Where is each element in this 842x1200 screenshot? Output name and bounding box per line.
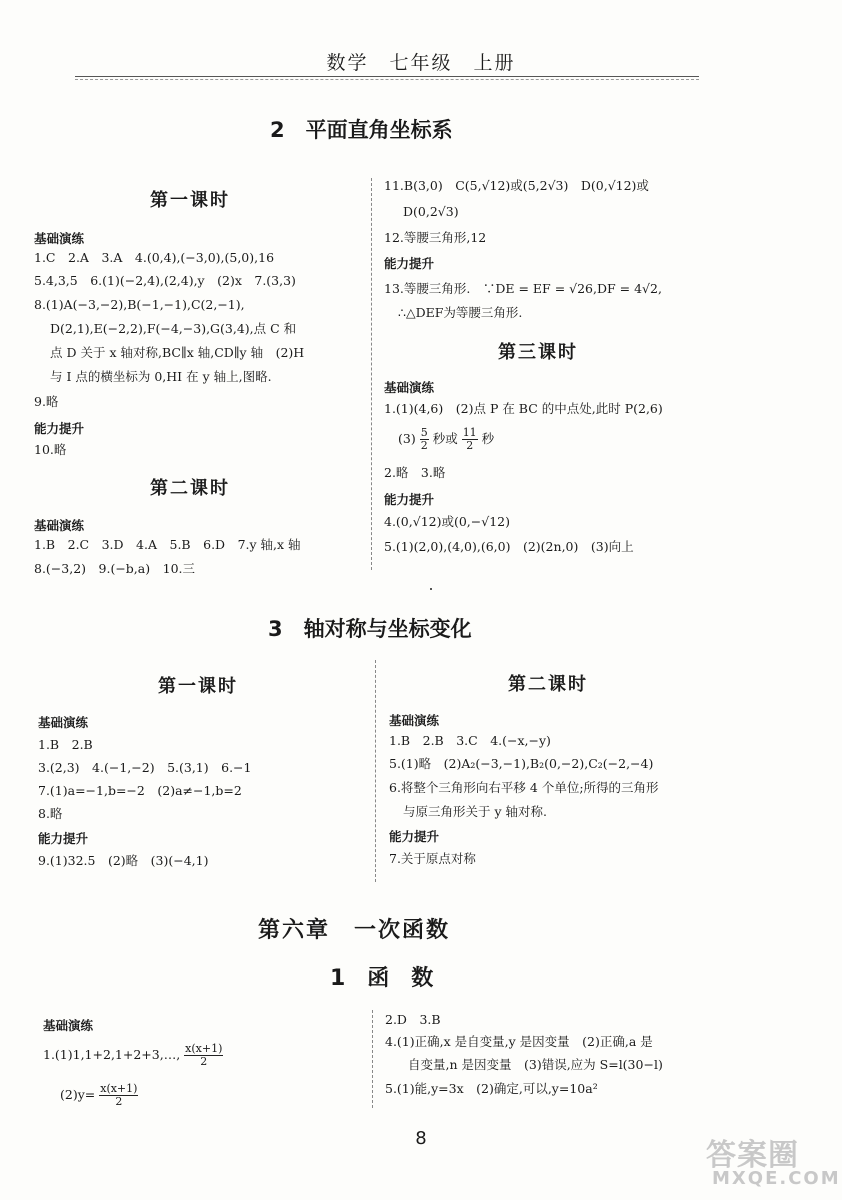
numerator: 11 [462, 426, 477, 439]
answer-line-fractions [398, 424, 494, 454]
fraction [462, 427, 478, 452]
dot-mark [430, 588, 432, 590]
answer-line: 3.(2,3) 4.(−1,−2) 5.(3,1) 6.−1 [38, 760, 252, 775]
section-title-coordinate-system: 2 平面直角坐标系 [270, 118, 453, 142]
answer-line: 5.(1)略 (2)A₂(−3,−1),B₂(0,−2),C₂(−2,−4) [389, 756, 654, 771]
answer-line: 4.(1)正确,x 是自变量,y 是因变量 (2)正确,a 是 [385, 1034, 653, 1049]
lesson-title: 第一课时 [150, 190, 230, 211]
answer-line: D(2,1),E(−2,2),F(−4,−3),G(3,4),点 C 和 [50, 321, 297, 336]
section-title-axial-symmetry: 3 轴对称与坐标变化 [268, 617, 472, 641]
denominator: 2 [420, 439, 428, 452]
answer-line: 9.略 [34, 394, 59, 409]
answer-line: 1.B 2.B [38, 737, 93, 752]
answer-text: 秒 [481, 431, 495, 446]
category-basic: 基础演练 [43, 1018, 94, 1033]
answer-line: 1.B 2.B 3.C 4.(−x,−y) [389, 733, 551, 748]
answer-line: 11.B(3,0) C(5,√12)或(5,2√3) D(0,√12)或 [384, 178, 649, 193]
answer-line: 4.(0,√12)或(0,−√12) [384, 514, 511, 529]
answer-line: 自变量,n 是因变量 (3)错误,应为 S=l(30−l) [408, 1057, 663, 1072]
answer-line: 8.(−3,2) 9.(−b,a) 10.三 [34, 561, 195, 576]
numerator: 5 [420, 426, 428, 439]
watermark-url: MXQE.COM [712, 1168, 841, 1189]
answer-line: 5.(1)(2,0),(4,0),(6,0) (2)(2n,0) (3)向上 [384, 539, 634, 554]
answer-line: 与 I 点的横坐标为 0,HI 在 y 轴上,图略. [50, 369, 272, 384]
category-advanced: 能力提升 [389, 829, 440, 844]
category-advanced: 能力提升 [38, 831, 89, 846]
category-advanced: 能力提升 [34, 421, 85, 436]
lesson-title: 第二课时 [508, 674, 588, 695]
answer-line: 1.C 2.A 3.A 4.(0,4),(−3,0),(5,0),16 [34, 250, 275, 265]
lesson-title: 第二课时 [150, 478, 230, 499]
answer-line: 7.(1)a=−1,b=−2 (2)a≠−1,b=2 [38, 783, 242, 798]
page-number: 8 [415, 1128, 427, 1149]
column-divider [372, 1010, 373, 1108]
fraction [99, 1083, 138, 1108]
header-rule [75, 76, 699, 77]
answer-line: 5.4,3,5 6.(1)(−2,4),(2,4),y (2)x 7.(3,3) [34, 273, 296, 288]
category-basic: 基础演练 [389, 713, 440, 728]
answer-line: 6.将整个三角形向右平移 4 个单位;所得的三角形 [389, 780, 659, 795]
answer-line: 5.(1)能,y=3x (2)确定,可以,y=10a² [385, 1081, 598, 1096]
category-basic: 基础演练 [384, 380, 435, 395]
lesson-title: 第一课时 [158, 676, 238, 697]
answer-line: 与原三角形关于 y 轴对称. [403, 804, 547, 819]
running-header: 数学 七年级 上册 [326, 52, 516, 74]
category-advanced: 能力提升 [384, 256, 435, 271]
answer-line: 8.略 [38, 806, 63, 821]
answer-line: 8.(1)A(−3,−2),B(−1,−1),C(2,−1), [34, 297, 245, 312]
category-basic: 基础演练 [34, 231, 85, 246]
answer-text: 1.(1)1,1+2,1+2+3,…, [43, 1047, 181, 1062]
category-basic: 基础演练 [38, 715, 89, 730]
answer-line: 1.(1)(4,6) (2)点 P 在 BC 的中点处,此时 P(2,6) [384, 401, 663, 416]
answer-line: 点 D 关于 x 轴对称,BC∥x 轴,CD∥y 轴 (2)H [50, 345, 305, 360]
answer-text: (3) [398, 431, 416, 446]
answer-line: 9.(1)32.5 (2)略 (3)(−4,1) [38, 853, 209, 868]
answer-text: (2)y= [60, 1087, 96, 1102]
numerator: x(x+1) [185, 1042, 223, 1055]
answer-line: 2.D 3.B [385, 1012, 441, 1027]
fraction [184, 1043, 223, 1068]
denominator: 2 [466, 439, 474, 452]
answer-line: D(0,2√3) [403, 204, 459, 219]
answer-line: 7.关于原点对称 [389, 851, 476, 866]
answer-text: 秒或 [432, 431, 458, 446]
numerator: x(x+1) [100, 1082, 138, 1095]
answer-line: 12.等腰三角形,12 [384, 230, 487, 245]
category-basic: 基础演练 [34, 518, 85, 533]
column-divider [371, 178, 372, 570]
fraction [420, 427, 429, 452]
denominator: 2 [115, 1095, 123, 1108]
column-divider [375, 660, 376, 882]
answer-line-fractions [60, 1080, 138, 1110]
category-advanced: 能力提升 [384, 492, 435, 507]
lesson-title: 第三课时 [498, 342, 578, 363]
answer-line: 13.等腰三角形. ∵DE = EF = √26,DF = 4√2, [384, 281, 662, 296]
section-title-function: 1 函 数 [330, 966, 434, 991]
chapter-title: 第六章 一次函数 [258, 918, 451, 943]
answer-line: 10.略 [34, 442, 67, 457]
denominator: 2 [200, 1055, 208, 1068]
answer-line: ∴△DEF为等腰三角形. [398, 305, 523, 320]
answer-line: 2.略 3.略 [384, 465, 446, 480]
header-rule-dashed [75, 79, 699, 80]
answer-line-fractions [43, 1040, 223, 1070]
watermark-logo: 答案圈 [706, 1138, 799, 1173]
answer-line: 1.B 2.C 3.D 4.A 5.B 6.D 7.y 轴,x 轴 [34, 537, 301, 552]
